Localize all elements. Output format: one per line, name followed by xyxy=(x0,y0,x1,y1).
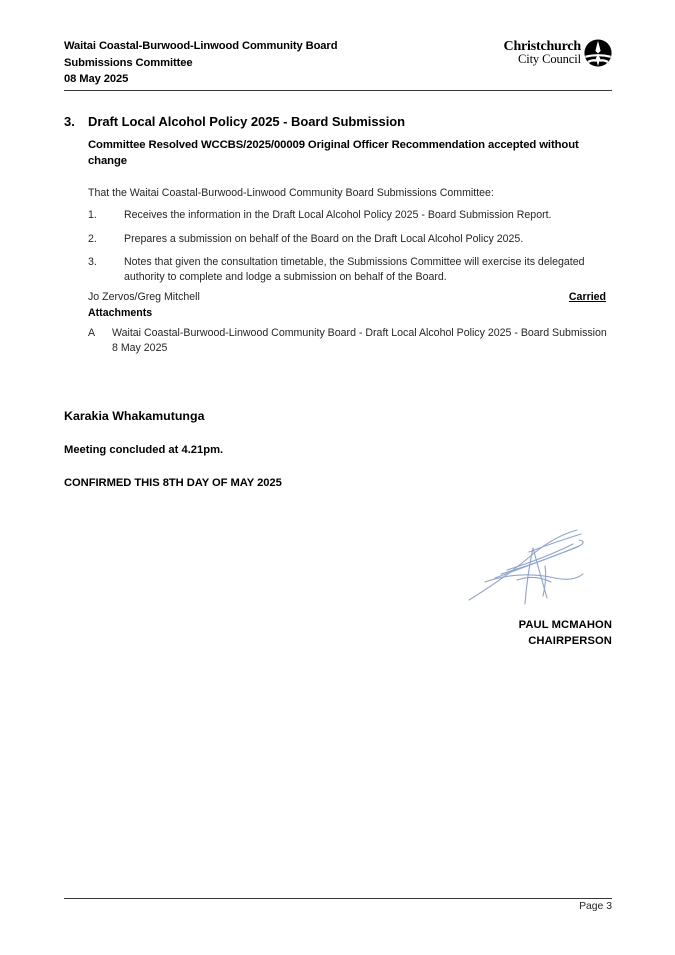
list-item xyxy=(88,232,608,247)
chairperson-signature xyxy=(455,508,615,612)
chairperson-role: CHAIRPERSON xyxy=(528,635,612,647)
list-item-marker: 1. xyxy=(88,209,97,221)
chairperson-name: PAUL MCMAHON xyxy=(518,619,612,631)
council-logo-line2: City Council xyxy=(517,52,581,66)
list-item xyxy=(88,326,608,356)
council-logo xyxy=(504,38,612,67)
resolution-clause-list xyxy=(88,208,608,294)
karakia-heading: Karakia Whakamutunga xyxy=(64,409,205,423)
header-committee-name: Submissions Committee xyxy=(64,56,193,69)
list-item-marker: 2. xyxy=(88,232,97,245)
motion-outcome-row xyxy=(88,291,606,303)
motion-movers: Jo Zervos/Greg Mitchell xyxy=(88,291,200,303)
council-logo-line1: Christchurch xyxy=(503,38,581,54)
meeting-concluded-text: Meeting concluded at 4.21pm. xyxy=(64,444,224,456)
header-meeting-date: 08 May 2025 xyxy=(64,73,129,85)
christchurch-city-council-emblem-icon xyxy=(584,39,612,67)
confirmation-text: CONFIRMED THIS 8TH DAY OF MAY 2025 xyxy=(64,477,282,489)
attachment-text: Waitai Coastal-Burwood-Linwood Community Board - Draft Local Alcohol Policy 2025 - Board Submission 8 May 2025 xyxy=(112,327,607,354)
resolution-statement: Committee Resolved WCCBS/2025/00009 Original Officer Recommendation accepted without change xyxy=(88,139,579,167)
motion-result-badge: Carried xyxy=(568,291,606,303)
agenda-item-title: Draft Local Alcohol Policy 2025 - Board Submission xyxy=(88,114,406,129)
attachments-list xyxy=(88,326,608,356)
list-item-text: Prepares a submission on behalf of the Board on the Draft Local Alcohol Policy 2025. xyxy=(124,232,524,245)
footer-divider xyxy=(64,898,612,899)
list-item-text: Notes that given the consultation timetable, the Submissions Committee will exercise its delegated authority to complete and lodge a submission on behalf of the Board. xyxy=(124,256,585,283)
footer-page-number: Page 3 xyxy=(579,901,612,912)
list-item-marker: 3. xyxy=(88,256,97,268)
attachments-heading: Attachments xyxy=(88,307,153,319)
header-divider xyxy=(64,90,612,91)
signature-name-block xyxy=(412,617,612,649)
page-header xyxy=(64,38,612,88)
header-meeting-title xyxy=(64,38,337,88)
agenda-item-number: 3. xyxy=(64,114,75,129)
list-item xyxy=(88,208,608,223)
header-board-name: Waitai Coastal-Burwood-Linwood Community Board xyxy=(64,40,338,52)
attachment-marker: A xyxy=(88,327,96,339)
list-item xyxy=(88,255,608,285)
resolution-intro: That the Waitai Coastal-Burwood-Linwood Community Board Submissions Committee: xyxy=(88,187,494,199)
list-item-text: Receives the information in the Draft Local Alcohol Policy 2025 - Board Submission Report. xyxy=(124,209,552,221)
agenda-item-heading xyxy=(64,114,612,129)
council-logo-text xyxy=(503,38,581,66)
